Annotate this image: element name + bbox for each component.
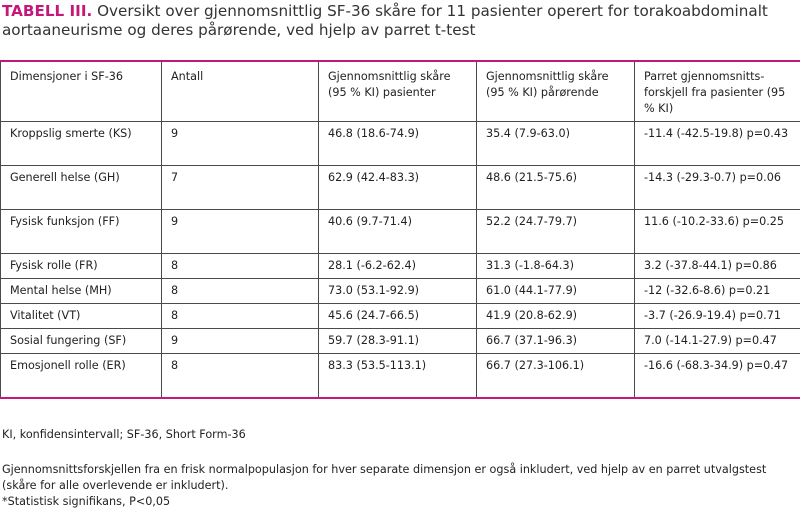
abbreviation-note: KI, konfidensintervall; SF-36, Short Form-36 xyxy=(2,428,246,441)
population-note: Gjennomsnittsforskjellen fra en frisk normalpopulasjon for hver separate dimensjon er også inkludert, ved hjelp av en parret utvalgstest (skåre for alle overlevende er inkludert). xyxy=(2,463,767,492)
cell-paired-difference: 7.0 (-14.1-27.9) p=0.47 xyxy=(635,329,800,354)
table-row xyxy=(1,329,800,354)
column-header-dimension: Dimensjoner i SF-36 xyxy=(1,61,162,122)
table-row xyxy=(1,354,800,398)
table-row xyxy=(1,210,800,254)
cell-relatives-score: 61.0 (44.1-77.9) xyxy=(477,279,635,304)
cell-count: 7 xyxy=(162,166,319,210)
cell-patients-score: 59.7 (28.3-91.1) xyxy=(319,329,477,354)
table-label: TABELL III. xyxy=(2,2,93,20)
cell-relatives-score: 66.7 (37.1-96.3) xyxy=(477,329,635,354)
cell-dimension: Vitalitet (VT) xyxy=(1,304,162,329)
cell-dimension: Generell helse (GH) xyxy=(1,166,162,210)
column-header-paired-difference: Parret gjennomsnitts-forskjell fra pasienter (95 % KI) xyxy=(635,61,800,122)
cell-patients-score: 83.3 (53.5-113.1) xyxy=(319,354,477,398)
cell-relatives-score: 66.7 (27.3-106.1) xyxy=(477,354,635,398)
table-caption xyxy=(2,2,796,40)
cell-patients-score: 45.6 (24.7-66.5) xyxy=(319,304,477,329)
significance-note: *Statistisk signifikans, P<0,05 xyxy=(2,495,171,508)
cell-dimension: Kroppslig smerte (KS) xyxy=(1,122,162,166)
cell-count: 9 xyxy=(162,210,319,254)
cell-paired-difference: -16.6 (-68.3-34.9) p=0.47 xyxy=(635,354,800,398)
table-row xyxy=(1,279,800,304)
cell-dimension: Emosjonell rolle (ER) xyxy=(1,354,162,398)
cell-paired-difference: -3.7 (-26.9-19.4) p=0.71 xyxy=(635,304,800,329)
table-title: Oversikt over gjennomsnittlig SF-36 skåre for 11 pasienter operert for torakoabdominalt aortaaneurisme og deres pårørende, ved hjelp av parret t-test xyxy=(2,2,768,39)
cell-count: 8 xyxy=(162,254,319,279)
cell-dimension: Mental helse (MH) xyxy=(1,279,162,304)
cell-dimension: Fysisk funksjon (FF) xyxy=(1,210,162,254)
cell-relatives-score: 35.4 (7.9-63.0) xyxy=(477,122,635,166)
cell-paired-difference: 11.6 (-10.2-33.6) p=0.25 xyxy=(635,210,800,254)
cell-count: 9 xyxy=(162,329,319,354)
cell-paired-difference: 3.2 (-37.8-44.1) p=0.86 xyxy=(635,254,800,279)
cell-relatives-score: 52.2 (24.7-79.7) xyxy=(477,210,635,254)
table-row xyxy=(1,254,800,279)
column-header-count: Antall xyxy=(162,61,319,122)
footnotes xyxy=(2,462,792,510)
cell-dimension: Sosial fungering (SF) xyxy=(1,329,162,354)
cell-count: 9 xyxy=(162,122,319,166)
sf36-table xyxy=(0,60,800,399)
cell-patients-score: 62.9 (42.4-83.3) xyxy=(319,166,477,210)
column-header-relatives-score: Gjennomsnittlig skåre (95 % KI) pårørende xyxy=(477,61,635,122)
cell-patients-score: 40.6 (9.7-71.4) xyxy=(319,210,477,254)
cell-patients-score: 46.8 (18.6-74.9) xyxy=(319,122,477,166)
column-header-patients-score: Gjennomsnittlig skåre (95 % KI) pasienter xyxy=(319,61,477,122)
cell-paired-difference: -12 (-32.6-8.6) p=0.21 xyxy=(635,279,800,304)
table-row xyxy=(1,304,800,329)
cell-count: 8 xyxy=(162,354,319,398)
cell-paired-difference: -14.3 (-29.3-0.7) p=0.06 xyxy=(635,166,800,210)
cell-relatives-score: 48.6 (21.5-75.6) xyxy=(477,166,635,210)
cell-paired-difference: -11.4 (-42.5-19.8) p=0.43 xyxy=(635,122,800,166)
cell-patients-score: 28.1 (-6.2-62.4) xyxy=(319,254,477,279)
cell-relatives-score: 31.3 (-1.8-64.3) xyxy=(477,254,635,279)
cell-count: 8 xyxy=(162,304,319,329)
cell-count: 8 xyxy=(162,279,319,304)
cell-relatives-score: 41.9 (20.8-62.9) xyxy=(477,304,635,329)
table-header-row xyxy=(1,61,800,122)
table-row xyxy=(1,122,800,166)
table-row xyxy=(1,166,800,210)
cell-patients-score: 73.0 (53.1-92.9) xyxy=(319,279,477,304)
cell-dimension: Fysisk rolle (FR) xyxy=(1,254,162,279)
